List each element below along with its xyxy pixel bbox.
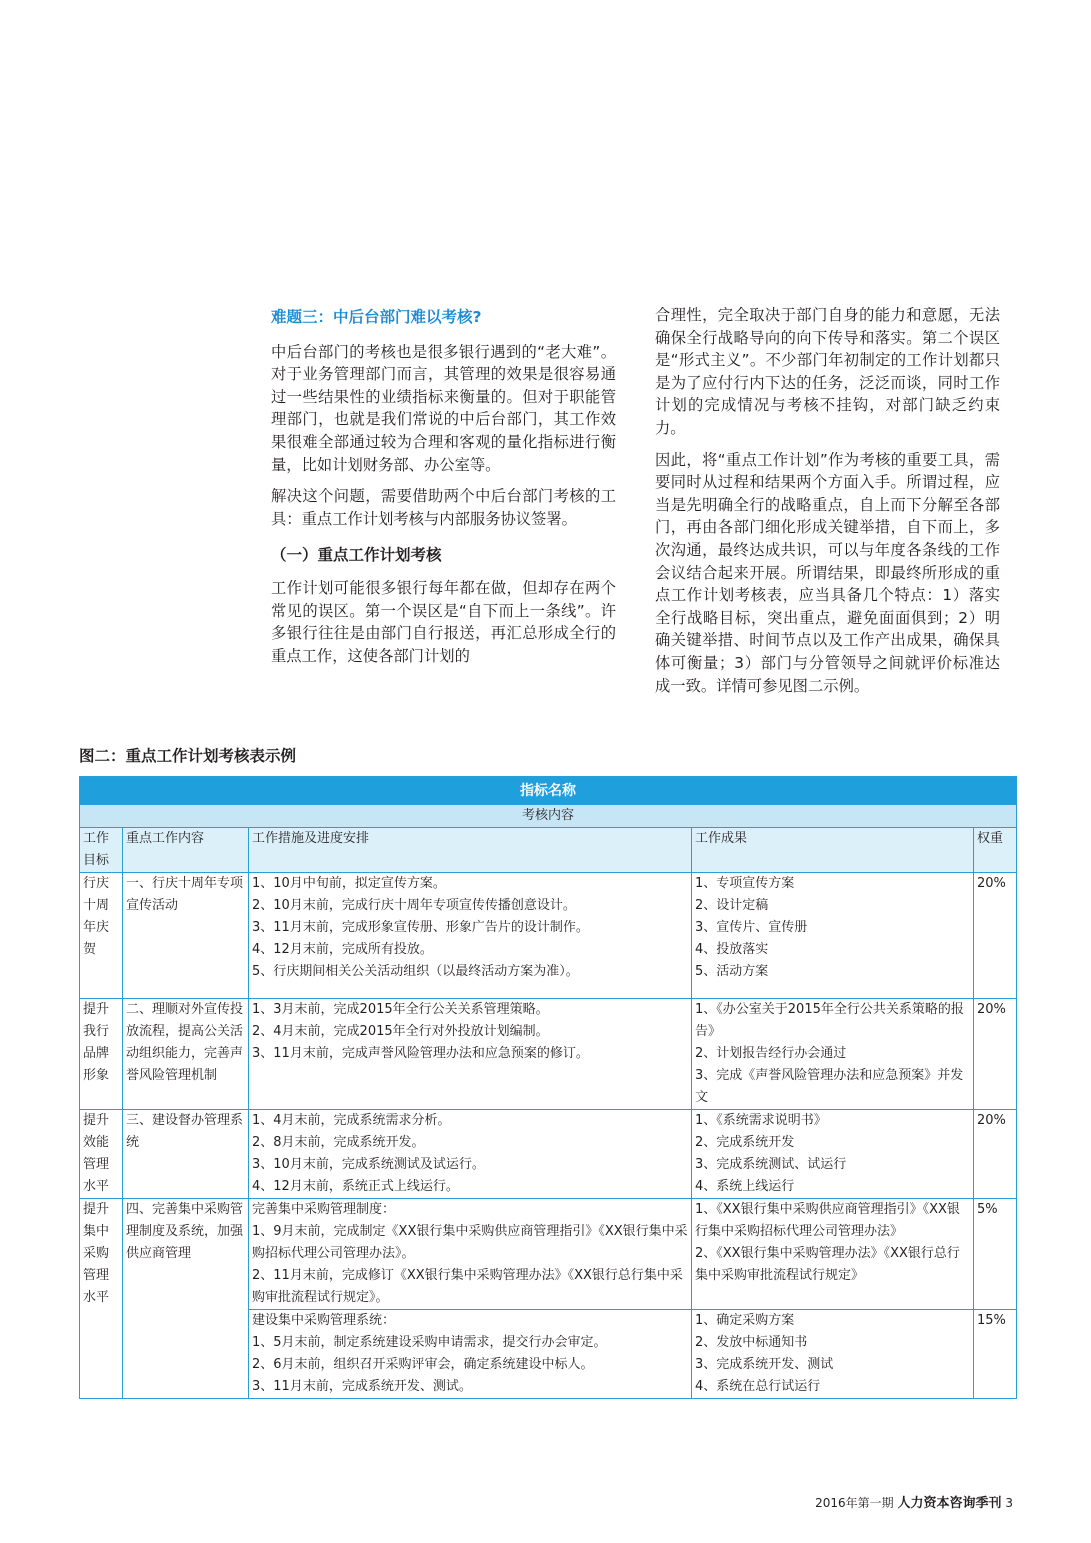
measure-line: 1、9月末前，完成制定《XX银行集中采购供应商管理指引》《XX银行集中采购招标代理公司管理办法》。 xyxy=(252,1224,688,1261)
page-footer xyxy=(815,1492,1013,1511)
measure-line: 2、4月末前，完成2015年全行对外投放计划编制。 xyxy=(252,1024,549,1039)
goal-cell: 提升集中采购管理水平 xyxy=(80,1199,123,1399)
result-line: 1、专项宣传方案 xyxy=(695,876,795,891)
content-cell: 四、完善集中采购管理制度及系统，加强供应商管理 xyxy=(123,1199,249,1399)
measure-line: 2、6月末前，组织召开采购评审会，确定系统建设中标人。 xyxy=(252,1357,594,1372)
measure-line: 1、3月末前，完成2015年全行公关关系管理策略。 xyxy=(252,1002,549,1017)
content-cell: 三、建设督办管理系统 xyxy=(123,1110,249,1199)
result-line: 1、确定采购方案 xyxy=(695,1313,795,1328)
results-cell xyxy=(692,1199,974,1310)
goal-cell: 提升效能管理水平 xyxy=(80,1110,123,1199)
measure-line: 2、11月末前，完成修订《XX银行集中采购管理办法》《XX银行总行集中采购审批流程试行规定》。 xyxy=(252,1268,683,1305)
section-heading: 难题三：中后台部门难以考核? xyxy=(271,308,482,326)
results-cell xyxy=(692,1310,974,1399)
measures-cell xyxy=(249,1310,692,1399)
column-header-measures: 工作措施及进度安排 xyxy=(249,828,692,873)
kpi-table xyxy=(79,776,1017,1399)
weight-cell: 5% xyxy=(974,1199,1017,1310)
column-header-goal: 工作目标 xyxy=(80,828,123,873)
right-column xyxy=(655,304,1000,706)
result-line: 5、活动方案 xyxy=(695,964,769,979)
figure-title: 图二：重点工作计划考核表示例 xyxy=(79,747,297,765)
weight-cell: 15% xyxy=(974,1310,1017,1399)
result-line: 3、完成系统开发、测试 xyxy=(695,1357,834,1372)
result-line: 1、《办公室关于2015年全行公共关系策略的报告》 xyxy=(695,1002,964,1039)
measure-line: 4、12月末前，系统正式上线运行。 xyxy=(252,1179,459,1194)
measure-line: 1、10月中旬前，拟定宣传方案。 xyxy=(252,876,446,891)
result-line: 4、系统上线运行 xyxy=(695,1179,795,1194)
content-cell: 二、理顺对外宣传投放流程，提高公关活动组织能力，完善声誉风险管理机制 xyxy=(123,999,249,1110)
paragraph: 解决这个问题，需要借助两个中后台部门考核的工具：重点工作计划考核与内部服务协议签署。 xyxy=(271,487,616,528)
measure-line: 2、10月末前，完成行庆十周年专项宣传传播创意设计。 xyxy=(252,898,576,913)
result-line: 2、计划报告经行办会通过 xyxy=(695,1046,847,1061)
measure-line: 1、5月末前，制定系统建设采购申请需求，提交行办会审定。 xyxy=(252,1335,607,1350)
result-line: 4、投放落实 xyxy=(695,942,769,957)
column-header-content: 重点工作内容 xyxy=(123,828,249,873)
result-line: 1、《系统需求说明书》 xyxy=(695,1113,827,1128)
table-row xyxy=(80,999,1017,1110)
result-line: 3、宣传片、宣传册 xyxy=(695,920,808,935)
measure-line: 3、10月末前，完成系统测试及试运行。 xyxy=(252,1157,485,1172)
column-header-results: 工作成果 xyxy=(692,828,974,873)
measure-line: 2、8月末前，完成系统开发。 xyxy=(252,1135,425,1150)
measure-line: 完善集中采购管理制度： xyxy=(252,1202,396,1217)
issue-label: 2016年第一期 xyxy=(815,1496,894,1510)
column-header-weight: 权重 xyxy=(974,828,1017,873)
table-row xyxy=(80,1110,1017,1199)
left-column xyxy=(271,306,616,676)
paragraph: 中后台部门的考核也是很多银行遇到的“老大难”。对于业务管理部门而言，其管理的效果是很容易通过一些结果性的业绩指标来衡量的。但对于职能管理部门，也就是我们常说的中后台部门，其工作效果很难全部通过较为合理和客观的量化指标进行衡量，比如计划财务部、办公室等。 xyxy=(271,342,616,474)
result-line: 2、《XX银行集中采购管理办法》《XX银行总行集中采购审批流程试行规定》 xyxy=(695,1246,960,1283)
measure-line: 4、12月末前，完成所有投放。 xyxy=(252,942,433,957)
table-row xyxy=(80,873,1017,999)
result-line: 3、完成《声誉风险管理办法和应急预案》并发文 xyxy=(695,1068,964,1105)
paragraph: 工作计划可能很多银行每年都在做，但却存在两个常见的误区。第一个误区是“自下而上一条线”。许多银行往往是由部门自行报送，再汇总形成全行的重点工作，这使各部门计划的 xyxy=(271,578,616,665)
measure-line: 3、11月末前，完成声誉风险管理办法和应急预案的修订。 xyxy=(252,1046,589,1061)
weight-cell: 20% xyxy=(974,1110,1017,1199)
magazine-name: 人力资本咨询季刊 xyxy=(897,1496,1002,1511)
measures-cell xyxy=(249,999,692,1110)
table-header-main: 指标名称 xyxy=(80,777,1017,805)
result-line: 4、系统在总行试运行 xyxy=(695,1379,821,1394)
table-header-sub: 考核内容 xyxy=(80,805,1017,828)
goal-cell: 行庆十周年庆贺 xyxy=(80,873,123,999)
table-row xyxy=(80,1199,1017,1310)
result-line: 3、完成系统测试、试运行 xyxy=(695,1157,847,1172)
result-line: 2、发放中标通知书 xyxy=(695,1335,808,1350)
measure-line: 1、4月末前，完成系统需求分析。 xyxy=(252,1113,451,1128)
weight-cell: 20% xyxy=(974,999,1017,1110)
page-number: 3 xyxy=(1005,1496,1013,1510)
measure-line: 3、11月末前，完成形象宣传册、形象广告片的设计制作。 xyxy=(252,920,589,935)
goal-cell: 提升我行品牌形象 xyxy=(80,999,123,1110)
measures-cell xyxy=(249,1199,692,1310)
results-cell xyxy=(692,1110,974,1199)
result-line: 2、设计定稿 xyxy=(695,898,769,913)
result-line: 2、完成系统开发 xyxy=(695,1135,795,1150)
measures-cell xyxy=(249,1110,692,1199)
measure-line: 建设集中采购管理系统： xyxy=(252,1313,396,1328)
measures-cell xyxy=(249,873,692,999)
results-cell xyxy=(692,873,974,999)
paragraph: 合理性，完全取决于部门自身的能力和意愿，无法确保全行战略导向的向下传导和落实。第二个误区是“形式主义”。不少部门年初制定的工作计划都只是为了应付行内下达的任务，泛泛而谈，同时工作计划的完成情况与考核不挂钩，对部门缺乏约束力。 xyxy=(655,306,1000,437)
content-cell: 一、行庆十周年专项宣传活动 xyxy=(123,873,249,999)
measure-line: 5、行庆期间相关公关活动组织（以最终活动方案为准）。 xyxy=(252,964,579,979)
subsection-heading: （一）重点工作计划考核 xyxy=(271,546,442,565)
result-line: 1、《XX银行集中采购供应商管理指引》《XX银行集中采购招标代理公司管理办法》 xyxy=(695,1202,960,1239)
weight-cell: 20% xyxy=(974,873,1017,999)
results-cell xyxy=(692,999,974,1110)
measure-line: 3、11月末前，完成系统开发、测试。 xyxy=(252,1379,472,1394)
paragraph: 因此，将“重点工作计划”作为考核的重要工具，需要同时从过程和结果两个方面入手。所谓过程，应当是先明确全行的战略重点，自上而下分解至各部门，再由各部门细化形成关键举措，自下而上，多次沟通，最终达成共识，可以与年度各条线的工作会议结合起来开展。所谓结果，即最终所形成的重点工作计划考核表，应当具备几个特点：1）落实全行战略目标，突出重点，避免面面俱到；2）明确关键举措、时间节点以及工作产出成果，确保具体可衡量；3）部门与分管领导之间就评价标准达成一致。详情可参见图二示例。 xyxy=(655,450,1000,695)
